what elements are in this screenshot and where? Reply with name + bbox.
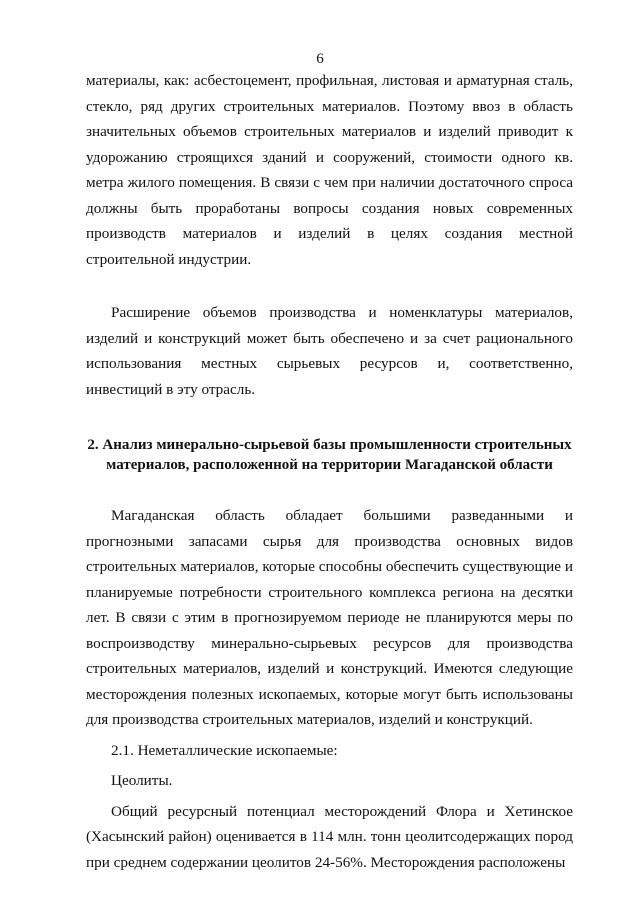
document-body <box>86 68 573 875</box>
section-heading: 2. Анализ минерально-сырьевой базы промышленности строительных материалов, расположенной на территории Магаданской области <box>87 437 572 473</box>
paragraph-production-expansion: Расширение объемов производства и номенклатуры материалов, изделий и конструкций может быть обеспечено и за счет рационального использования местных сырьевых ресурсов и, соответственно, инвестиций в эту отрасль. <box>86 304 573 398</box>
paragraph-construction-materials-import: материалы, как: асбестоцемент, профильная, листовая и арматурная сталь, стекло, ряд других строительных материалов. Поэтому ввоз в область значительных объемов строительных материалов и изделий приводит к удорожанию строящихся зданий и сооружений, стоимости одного кв. метра жилого помещения. В связи с чем при наличии достаточного спроса должны быть проработаны вопросы создания новых современных производств материалов и изделий в целях создания местной строительной индустрии. <box>86 72 573 268</box>
paragraph-zeolite-deposits: Общий ресурсный потенциал месторождений Флора и Хетинское (Хасынский район) оценивается в 114 млн. тонн цеолитсодержащих пород при среднем содержании цеолитов 24-56%. Месторождения расположены <box>86 802 573 871</box>
subsection-title: 2.1. Неметаллические ископаемые: <box>111 741 338 759</box>
paragraph-mineral-resources: Магаданская область обладает большими разведанными и прогнозными запасами сырья для производства основных видов строительных материалов, которые способны обеспечить существующие и планируемые потребности строительного комплекса региона на десятки лет. В связи с этим в прогнозируемом периоде не планируются меры по воспроизводству минерально-сырьевых ресурсов для производства строительных материалов, изделий и конструкций. Имеются следующие месторождения полезных ископаемых, которые могут быть использованы для производства строительных материалов, изделий и конструкций. <box>86 507 573 728</box>
page-number: 6 <box>316 51 324 67</box>
zeolites-label: Цеолиты. <box>111 772 173 789</box>
